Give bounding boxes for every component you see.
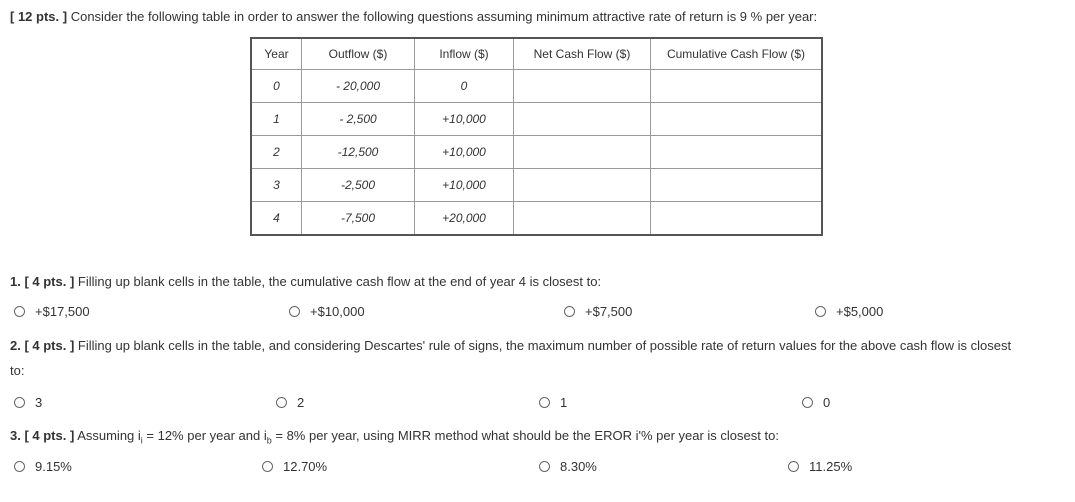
cell-outflow: - 2,500 (302, 103, 415, 136)
q1-option-c[interactable] (564, 304, 632, 319)
question-3-subscript-i: i (140, 435, 143, 446)
q2-option-c[interactable] (539, 395, 567, 410)
cell-inflow: +10,000 (415, 136, 514, 169)
cell-inflow: 0 (415, 70, 514, 103)
question-1-text (10, 274, 601, 289)
question-3-points: 3. [ 4 pts. ] (10, 428, 75, 443)
option-label: 11.25% (809, 459, 853, 474)
question-1-body: Filling up blank cells in the table, the cumulative cash flow at the end of year 4 is closest to: (77, 274, 602, 289)
cell-inflow: +20,000 (415, 202, 514, 236)
cell-outflow: -7,500 (302, 202, 415, 236)
option-label: 0 (823, 395, 831, 410)
option-label: +$17,500 (35, 304, 90, 319)
question-3-options (0, 459, 1075, 477)
question-2-points: 2. [ 4 pts. ] (10, 338, 75, 353)
question-2-text-continued: to: (10, 363, 25, 378)
table-row (251, 70, 822, 103)
radio-button-icon[interactable] (564, 306, 575, 317)
cell-outflow: -2,500 (302, 169, 415, 202)
q3-option-c[interactable] (539, 459, 597, 474)
cell-net-cash-flow (514, 202, 651, 236)
cell-year: 4 (251, 202, 302, 236)
q1-option-b[interactable] (289, 304, 365, 319)
question-3-subscript-b: b (266, 435, 272, 446)
option-label: 3 (35, 395, 43, 410)
radio-button-icon[interactable] (788, 461, 799, 472)
q3-option-a[interactable] (14, 459, 72, 474)
radio-button-icon[interactable] (289, 306, 300, 317)
question-1-options (0, 304, 1075, 322)
cell-outflow: -12,500 (302, 136, 415, 169)
intro-body: Consider the following table in order to answer the following questions assuming minimum attractive rate of return is 9 % per year: (70, 9, 818, 24)
option-label: +$5,000 (836, 304, 884, 319)
header-inflow: Inflow ($) (415, 38, 514, 70)
q1-option-a[interactable] (14, 304, 90, 319)
option-label: 8.30% (560, 459, 597, 474)
question-3-body-a: Assuming i (77, 428, 141, 443)
radio-button-icon[interactable] (276, 397, 287, 408)
cash-flow-table (250, 37, 823, 236)
question-1-points: 1. [ 4 pts. ] (10, 274, 75, 289)
option-label: 2 (297, 395, 305, 410)
q2-option-b[interactable] (276, 395, 304, 410)
option-label: 9.15% (35, 459, 72, 474)
q3-option-d[interactable] (788, 459, 852, 474)
cell-outflow: - 20,000 (302, 70, 415, 103)
cell-cumulative-cash-flow (651, 103, 823, 136)
cell-year: 3 (251, 169, 302, 202)
q3-option-b[interactable] (262, 459, 327, 474)
cell-net-cash-flow (514, 103, 651, 136)
cell-net-cash-flow (514, 70, 651, 103)
cell-net-cash-flow (514, 136, 651, 169)
cell-year: 2 (251, 136, 302, 169)
radio-button-icon[interactable] (802, 397, 813, 408)
table-row (251, 169, 822, 202)
header-cumulative-cash-flow: Cumulative Cash Flow ($) (651, 38, 823, 70)
question-2-text (10, 338, 1011, 353)
radio-button-icon[interactable] (539, 397, 550, 408)
cell-inflow: +10,000 (415, 169, 514, 202)
cell-cumulative-cash-flow (651, 136, 823, 169)
q1-option-d[interactable] (815, 304, 883, 319)
option-label: +$7,500 (585, 304, 633, 319)
cell-net-cash-flow (514, 169, 651, 202)
q2-option-d[interactable] (802, 395, 830, 410)
header-year: Year (251, 38, 302, 70)
table-row (251, 103, 822, 136)
question-2-body: Filling up blank cells in the table, and considering Descartes' rule of signs, the maximum number of possible rate of return values for the above cash flow is closest (77, 338, 1012, 353)
header-net-cash-flow: Net Cash Flow ($) (514, 38, 651, 70)
question-2-options (0, 395, 1075, 413)
radio-button-icon[interactable] (262, 461, 273, 472)
table-row (251, 202, 822, 236)
table-row (251, 136, 822, 169)
radio-button-icon[interactable] (14, 397, 25, 408)
option-label: +$10,000 (310, 304, 365, 319)
intro-text (10, 9, 817, 24)
header-outflow: Outflow ($) (302, 38, 415, 70)
radio-button-icon[interactable] (14, 461, 25, 472)
radio-button-icon[interactable] (14, 306, 25, 317)
cell-year: 1 (251, 103, 302, 136)
intro-points: [ 12 pts. ] (10, 9, 68, 24)
cell-year: 0 (251, 70, 302, 103)
table-header-row (251, 38, 822, 70)
cell-cumulative-cash-flow (651, 202, 823, 236)
question-3-body-b: = 12% per year and i (142, 428, 267, 443)
cell-cumulative-cash-flow (651, 70, 823, 103)
question-3-body-c: = 8% per year, using MIRR method what should be the EROR i'% per year is closest to: (271, 428, 779, 443)
option-label: 1 (560, 395, 568, 410)
radio-button-icon[interactable] (539, 461, 550, 472)
radio-button-icon[interactable] (815, 306, 826, 317)
cell-inflow: +10,000 (415, 103, 514, 136)
question-3-text (10, 428, 779, 446)
cell-cumulative-cash-flow (651, 169, 823, 202)
q2-option-a[interactable] (14, 395, 42, 410)
option-label: 12.70% (283, 459, 328, 474)
